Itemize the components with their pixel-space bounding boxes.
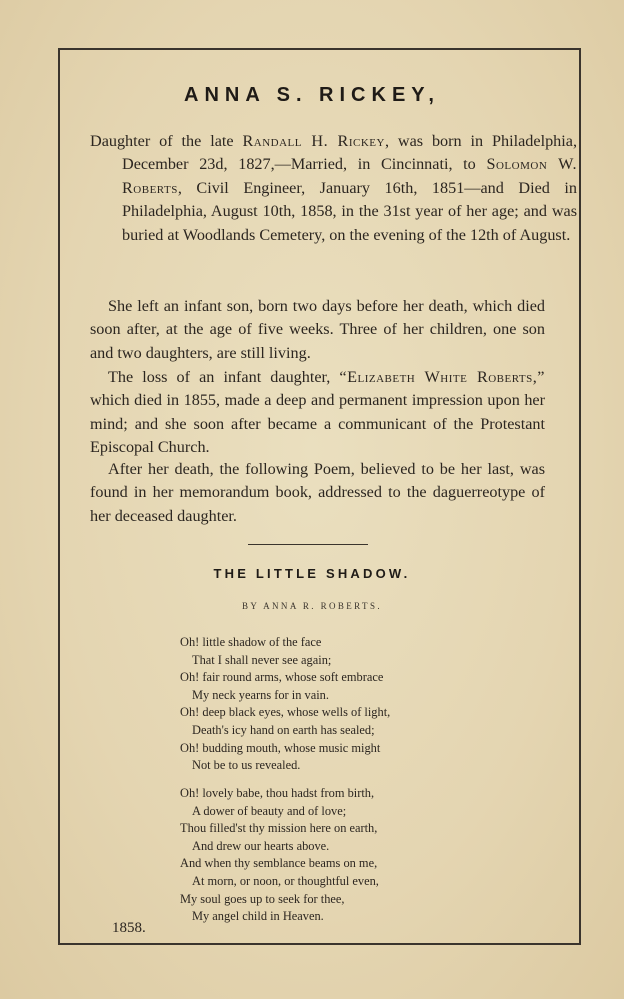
poem-line: Oh! lovely babe, thou hadst from birth, bbox=[180, 786, 375, 800]
children-paragraph: She left an infant son, born two days before her death, which died soon after, at the age of five weeks. Three of her children, one son and two daughters, are still living. bbox=[90, 297, 545, 362]
daughter-name: “Elizabeth White Roberts,” bbox=[339, 368, 545, 386]
section-divider bbox=[248, 544, 368, 545]
husband-name: Solomon W. Roberts bbox=[122, 155, 578, 197]
page-title: ANNA S. RICKEY, bbox=[184, 84, 440, 106]
biography-paragraph bbox=[90, 130, 577, 247]
daughter-paragraph bbox=[90, 366, 545, 460]
poem-intro-paragraph: After her death, the following Poem, believed to be her last, was found in her memorandum book, addressed to the daguerreotype of her deceased daughter. bbox=[90, 460, 545, 525]
daughter-text-a: The loss of an infant daughter, bbox=[108, 368, 340, 386]
poem-line: Oh! budding mouth, whose music might bbox=[180, 740, 381, 755]
poem-line: Oh! little shadow of the face bbox=[180, 635, 322, 649]
poem-line: Oh! deep black eyes, whose wells of light, bbox=[180, 705, 391, 720]
poem-line: Thou filled'st thy mission here on earth, bbox=[180, 821, 378, 836]
poem-line: My angel child in Heaven. bbox=[192, 909, 324, 924]
daughter-text-b: which died in 1855, made a deep and permanent impression upon her mind; and she soon after became a communicant of the Protestant Episcopal Church. bbox=[90, 391, 545, 457]
poem-title: THE LITTLE SHADOW. bbox=[213, 566, 411, 581]
father-name: Randall H. Rickey bbox=[242, 132, 385, 150]
poem-line: That I shall never see again; bbox=[192, 652, 332, 667]
poem-stanza-1 bbox=[180, 634, 470, 775]
year-label: 1858. bbox=[112, 920, 146, 936]
biography-text-b: , was born in Philadelphia, December 23d, 1827,—Married, in Cincinnati, to bbox=[122, 132, 578, 174]
poem-line: Not be to us revealed. bbox=[192, 758, 301, 773]
poem-line: A dower of beauty and of love; bbox=[192, 803, 347, 818]
poem-line: My soul goes up to seek for thee, bbox=[180, 891, 345, 906]
poem-byline: BY ANNA R. ROBERTS. bbox=[242, 601, 382, 611]
poem-line: At morn, or noon, or thoughtful even, bbox=[192, 873, 379, 888]
poem-line: And drew our hearts above. bbox=[192, 838, 330, 853]
biography-text-a: Daughter of the late bbox=[90, 132, 243, 150]
poem-stanza-2 bbox=[180, 785, 470, 926]
poem-line: Oh! fair round arms, whose soft embrace bbox=[180, 670, 384, 685]
biography-text-c: , Civil Engineer, January 16th, 1851—and Died in Philadelphia, August 10th, 1858, in the 31st year of her age; and was buried at Woodlands Cemetery, on the evening of the 12th of August. bbox=[122, 178, 577, 244]
poem-line: My neck yearns for in vain. bbox=[192, 687, 329, 702]
poem-line: And when thy semblance beams on me, bbox=[180, 856, 378, 871]
poem-line: Death's icy hand on earth has sealed; bbox=[192, 722, 375, 737]
